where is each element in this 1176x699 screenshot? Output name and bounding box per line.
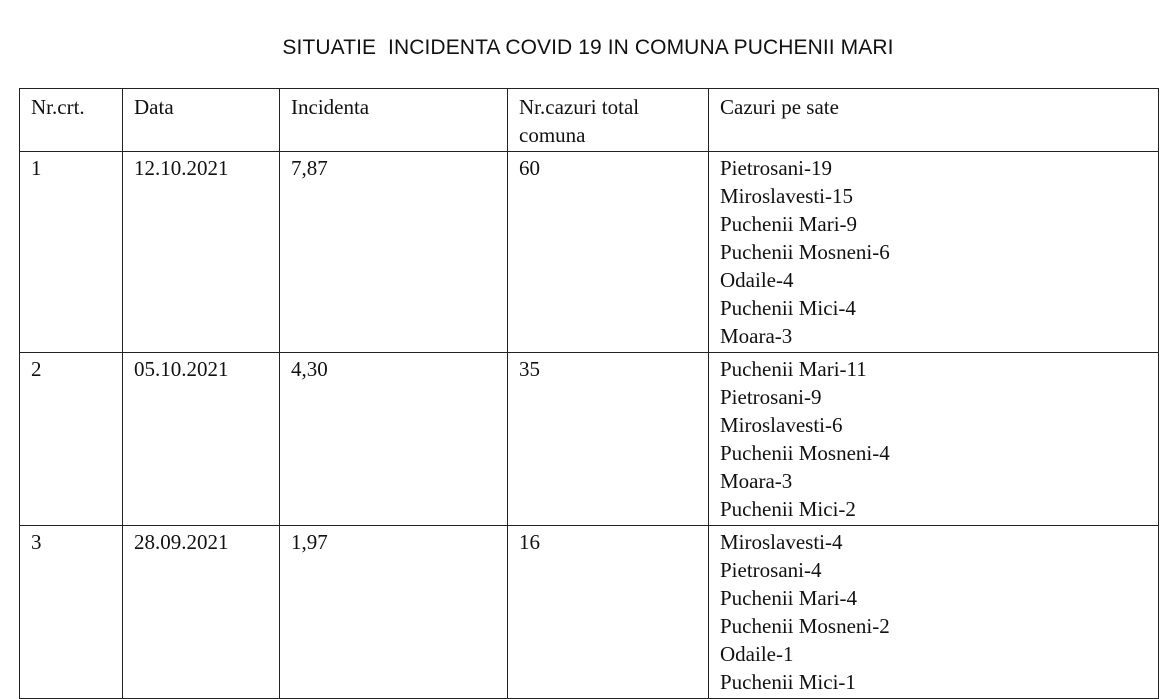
cell-sate xyxy=(709,152,1159,353)
village-case-count: Puchenii Mari-9 xyxy=(720,212,858,236)
cell-data: 05.10.2021 xyxy=(123,353,280,526)
header-cazuri-pe-sate: Cazuri pe sate xyxy=(709,89,1159,152)
header-nr-crt: Nr.crt. xyxy=(20,89,123,152)
village-case-count: Puchenii Mari-11 xyxy=(720,357,867,381)
cell-sate xyxy=(709,526,1159,699)
cell-total: 60 xyxy=(508,152,709,353)
village-case-count: Miroslavesti-6 xyxy=(720,413,843,437)
cell-data: 12.10.2021 xyxy=(123,152,280,353)
cell-incidenta: 1,97 xyxy=(280,526,508,699)
village-case-count: Moara-3 xyxy=(720,324,793,348)
table-row xyxy=(20,353,1159,526)
header-incidenta: Incidenta xyxy=(280,89,508,152)
header-total-cazuri: Nr.cazuri total comuna xyxy=(508,89,709,152)
village-case-count: Pietrosani-4 xyxy=(720,558,822,582)
table-header-row xyxy=(20,89,1159,152)
cell-nr: 1 xyxy=(20,152,123,353)
cell-data: 28.09.2021 xyxy=(123,526,280,699)
village-case-count: Odaile-4 xyxy=(720,268,794,292)
village-case-count: Puchenii Mici-4 xyxy=(720,296,856,320)
village-case-count: Puchenii Mari-4 xyxy=(720,586,858,610)
village-case-count: Miroslavesti-4 xyxy=(720,530,843,554)
village-case-count: Moara-3 xyxy=(720,469,793,493)
cell-sate xyxy=(709,353,1159,526)
village-case-count: Odaile-1 xyxy=(720,642,794,666)
cell-total: 16 xyxy=(508,526,709,699)
table-row xyxy=(20,152,1159,353)
cell-nr: 2 xyxy=(20,353,123,526)
document-title: SITUATIE INCIDENTA COVID 19 IN COMUNA PUCHENII MARI xyxy=(282,36,894,59)
cell-nr: 3 xyxy=(20,526,123,699)
village-case-count: Pietrosani-19 xyxy=(720,156,832,180)
village-case-count: Pietrosani-9 xyxy=(720,385,822,409)
village-case-count: Puchenii Mosneni-6 xyxy=(720,240,890,264)
header-data: Data xyxy=(123,89,280,152)
incidence-table xyxy=(19,88,1159,699)
cell-incidenta: 4,30 xyxy=(280,353,508,526)
village-case-count: Puchenii Mosneni-2 xyxy=(720,614,890,638)
village-case-count: Miroslavesti-15 xyxy=(720,184,853,208)
village-case-count: Puchenii Mici-2 xyxy=(720,497,856,521)
cell-total: 35 xyxy=(508,353,709,526)
village-case-count: Puchenii Mici-1 xyxy=(720,670,856,694)
table-row xyxy=(20,526,1159,699)
cell-incidenta: 7,87 xyxy=(280,152,508,353)
village-case-count: Puchenii Mosneni-4 xyxy=(720,441,890,465)
